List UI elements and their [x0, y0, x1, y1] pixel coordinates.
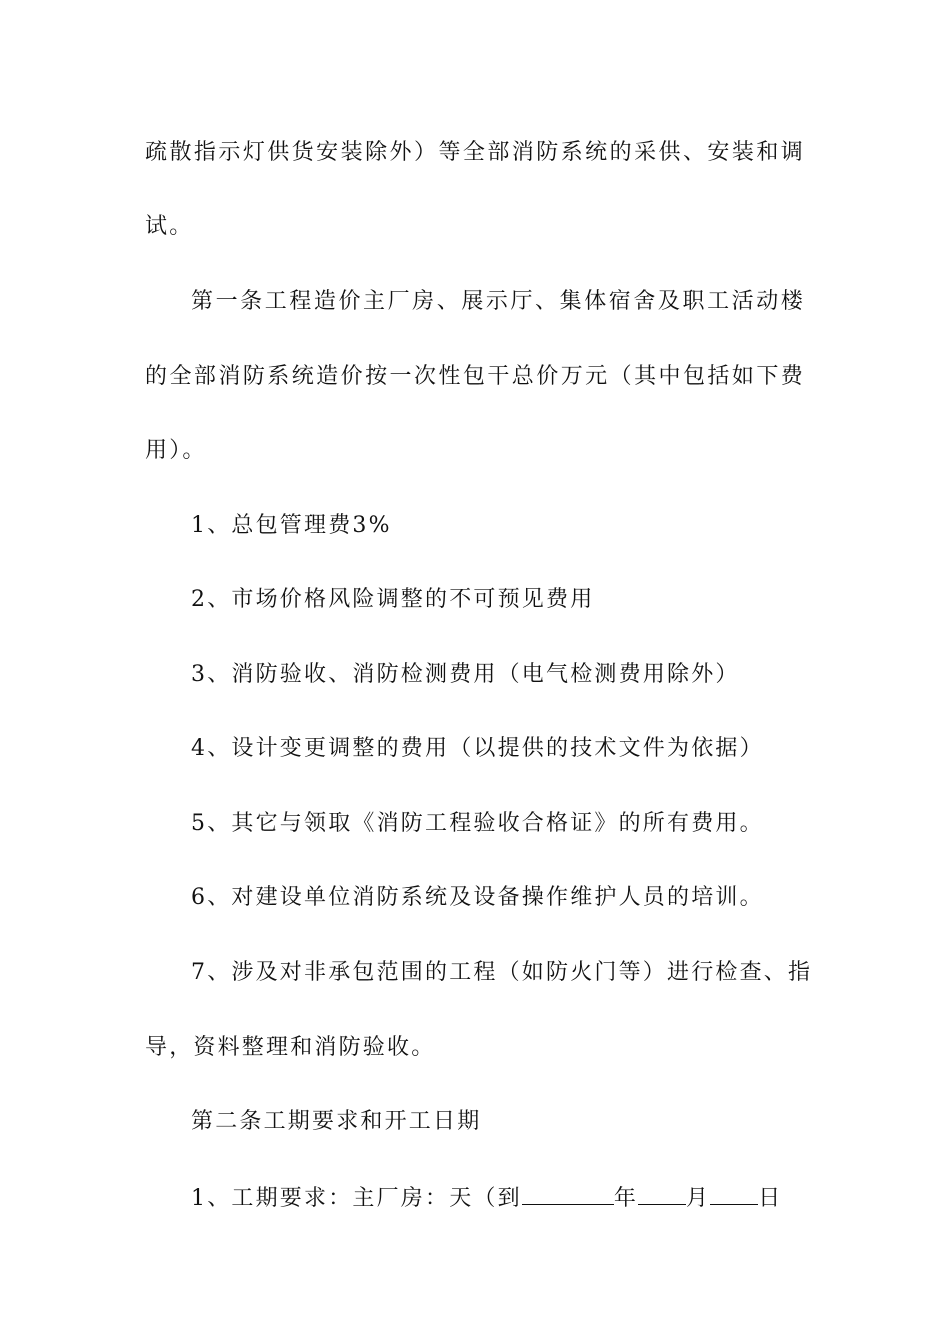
- day-blank: [710, 1182, 758, 1205]
- list-item: 1、总包管理费3%: [191, 513, 392, 538]
- year-blank: [522, 1182, 614, 1205]
- list-item: 7、涉及对非承包范围的工程（如防火门等）进行检查、指: [191, 960, 813, 985]
- month-label: 月: [686, 1186, 711, 1211]
- paragraph-line: 导，资料整理和消防验收。: [145, 1035, 436, 1060]
- article-1-heading-line: 第一条工程造价主厂房、展示厅、集体宿舍及职工活动楼: [191, 289, 805, 314]
- schedule-line: [191, 1182, 805, 1214]
- list-item: 6、对建设单位消防系统及设备操作维护人员的培训。: [191, 885, 764, 910]
- month-blank: [638, 1182, 686, 1205]
- paragraph-line: 试。: [145, 214, 194, 239]
- day-label: 日: [758, 1186, 783, 1211]
- list-item: 4、设计变更调整的费用（以提供的技术文件为依据）: [191, 736, 764, 761]
- article-2-heading: 第二条工期要求和开工日期: [191, 1109, 482, 1134]
- document-page: [145, 0, 813, 1344]
- year-label: 年: [613, 1186, 639, 1211]
- paragraph-line: 疏散指示灯供货安装除外）等全部消防系统的采供、安装和调: [145, 140, 805, 165]
- paragraph-line: 用）。: [145, 438, 207, 463]
- paragraph-line: 的全部消防系统造价按一次性包干总价万元（其中包括如下费: [145, 364, 805, 389]
- list-item: 2、市场价格风险调整的不可预见费用: [191, 587, 595, 612]
- list-item: 3、消防验收、消防检测费用（电气检测费用除外）: [191, 662, 740, 687]
- list-item: 5、其它与领取《消防工程验收合格证》的所有费用。: [191, 811, 764, 836]
- schedule-prefix: 1、工期要求：主厂房：天（到: [191, 1186, 522, 1211]
